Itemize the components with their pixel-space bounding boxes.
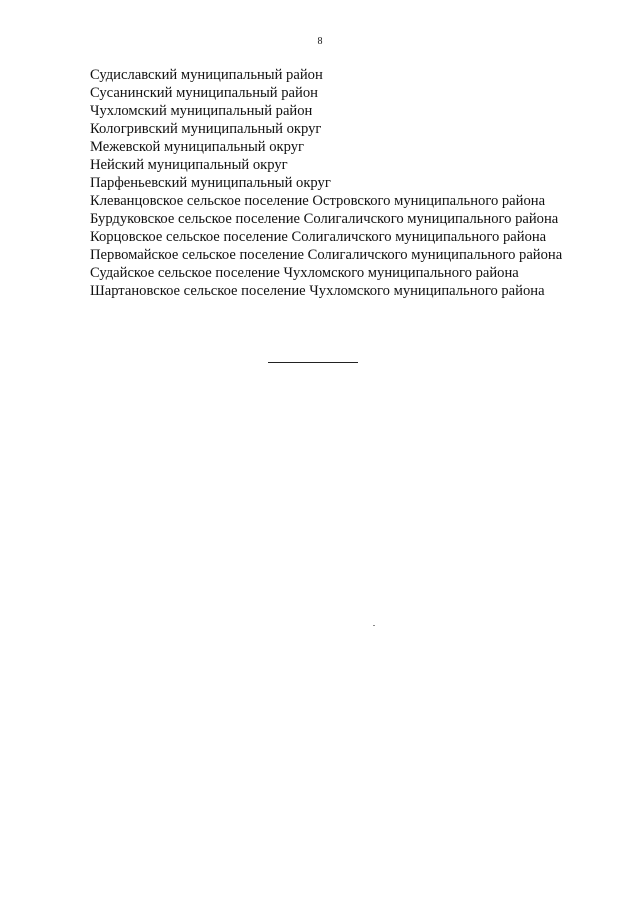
list-item: Шартановское сельское поселение Чухломского муниципального района [90, 283, 545, 299]
page-number: 8 [317, 36, 323, 47]
list-item: Первомайское сельское поселение Солигаличского муниципального района [90, 247, 563, 263]
list-item: Нейский муниципальный округ [90, 157, 288, 173]
list-item: Сусанинский муниципальный район [90, 85, 318, 101]
municipality-list [90, 66, 570, 300]
list-item: Клеванцовское сельское поселение Островского муниципального района [90, 193, 546, 209]
scan-speck [373, 625, 375, 626]
list-item: Кологривский муниципальный округ [90, 121, 322, 137]
list-item: Корцовское сельское поселение Солигаличского муниципального района [90, 229, 547, 245]
list-item: Чухломский муниципальный район [90, 103, 313, 119]
list-item: Парфеньевский муниципальный округ [90, 175, 331, 191]
list-item: Судайское сельское поселение Чухломского муниципального района [90, 265, 519, 281]
list-item: Судиславский муниципальный район [90, 67, 323, 83]
end-divider [268, 362, 358, 363]
list-item: Бурдуковское сельское поселение Солигаличского муниципального района [90, 211, 559, 227]
list-item: Межевской муниципальный округ [90, 139, 304, 155]
